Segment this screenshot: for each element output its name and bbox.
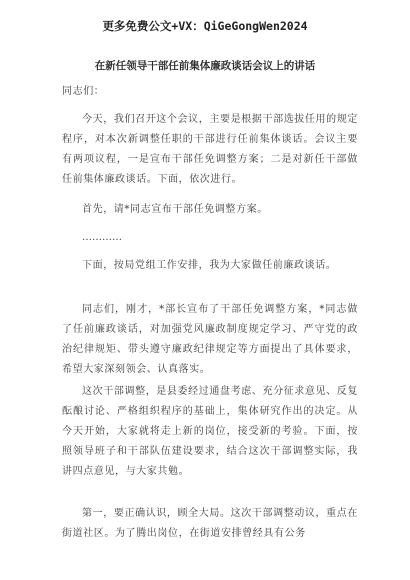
- ellipsis-line: …………: [82, 232, 122, 243]
- paragraph-6: 第一，要正确认识，顾全大局。这次干部调整动议，重点在街道社区。为了腾出岗位，在街道安排曾经具有公务: [62, 508, 358, 539]
- paragraph-3: 下面，按局党组工作安排，我为大家做任前廉政谈话。: [82, 260, 337, 271]
- watermark-header: 更多免费公文+VX：QiGeGongWen2024: [102, 19, 308, 33]
- document-title: 在新任领导干部任前集体廉政谈话会议上的讲话: [94, 60, 316, 72]
- paragraph-5: 这次干部调整，是县委经过通盘考虑、充分征求意见、反复酝酿讨论、严格组织程序的基础上，集体研究作出的决定。从今天开始，大家就将走上新的岗位，接受新的考验。下面，按照领导班子和干部队伍建设要求，结合这次干部调整实际，我讲四点意见，与大家共勉。: [62, 386, 358, 477]
- salutation: 同志们：: [62, 86, 105, 97]
- paragraph-1: 今天，我们召开这个会议，主要是根据干部选拔任用的规定程序，对本次新调整任职的干部进行任前集体谈话。会议主要有两项议程，一是宣布干部任免调整方案；二是对新任干部做任前集体廉政谈话。下面，依次进行。: [62, 114, 358, 185]
- paragraph-2: 首先，请*同志宣布干部任免调整方案。: [82, 204, 268, 215]
- paragraph-4: 同志们，刚才，*部长宣布了干部任免调整方案，*同志做了任前廉政谈话，对加强党风廉政制度规定学习、严守党的政治纪律规矩、带头遵守廉政纪律规定等方面提出了具体要求，希望大家深刻领会、认真落实。: [62, 304, 358, 375]
